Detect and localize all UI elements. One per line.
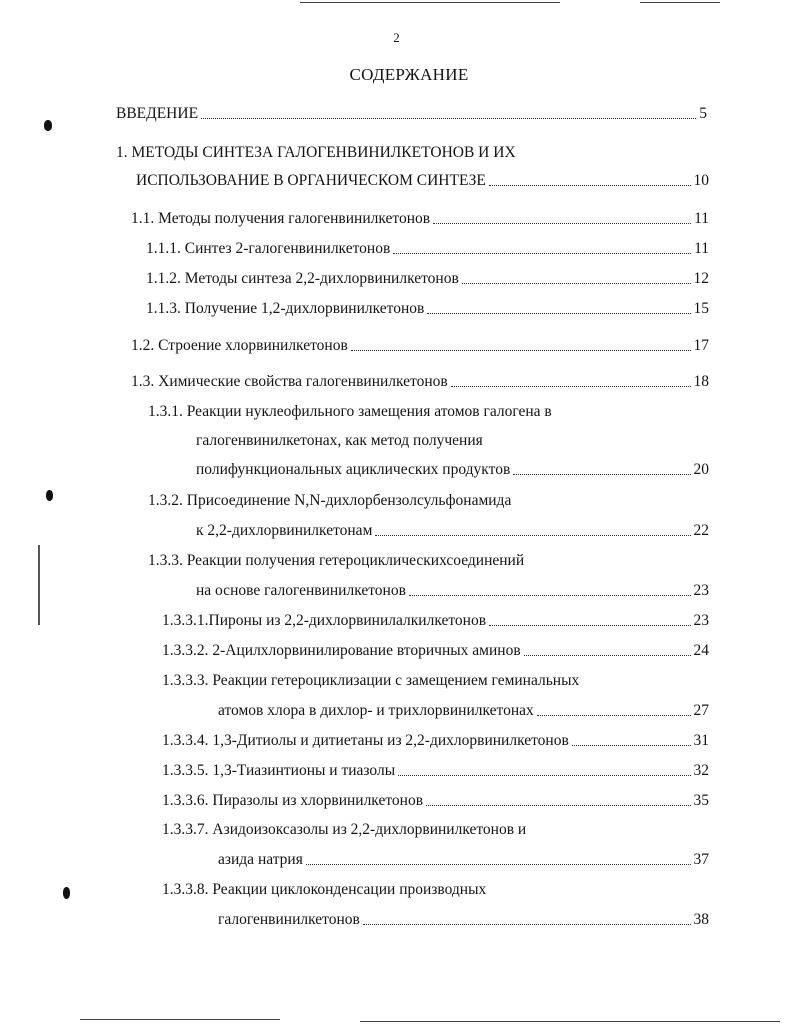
dot-leader — [433, 223, 691, 224]
dot-leader — [375, 535, 690, 536]
dot-leader — [537, 715, 691, 716]
toc-entry — [162, 731, 709, 751]
toc-entry — [196, 581, 709, 601]
dot-leader — [306, 864, 691, 865]
toc-entry-text-continued: на основе галогенвинилкетонов — [196, 582, 406, 599]
toc-page-number: 11 — [694, 240, 709, 257]
toc-entry-text: 1.3. Химические свойства галогенвинилкетонов — [131, 373, 448, 390]
binder-hole-mark — [63, 887, 70, 899]
toc-entry — [196, 460, 709, 480]
toc-entry — [146, 299, 709, 319]
dot-leader — [351, 350, 691, 351]
toc-entry-text-continued: галогенвинилкетонах, как метод получения — [196, 432, 483, 449]
toc-page-number: 12 — [693, 270, 709, 287]
toc-entry — [196, 521, 709, 541]
toc-entry-text: 1.3.3.7. Азидоизоксазолы из 2,2-дихлорвинилкетонов и — [162, 821, 527, 838]
toc-entry — [218, 701, 709, 721]
dot-leader — [398, 775, 690, 776]
dot-leader — [489, 185, 691, 186]
dot-leader — [363, 924, 691, 925]
toc-entry — [131, 209, 709, 229]
toc-page-number: 20 — [693, 461, 709, 478]
dot-leader — [393, 253, 691, 254]
binder-hole-mark — [44, 120, 52, 131]
dot-leader — [572, 745, 691, 746]
toc-page-number: 22 — [693, 522, 709, 539]
toc-entry-text: 1.3.3.2. 2-Ацилхлорвинилирование вторичных аминов — [162, 642, 521, 659]
toc-entry-text: 1.1. Методы получения галогенвинилкетонов — [131, 210, 431, 227]
toc-page-number: 23 — [693, 582, 709, 599]
toc-page-number: 24 — [693, 642, 709, 659]
toc-entry-text-continued: полифункциональных ациклических продуктов — [196, 461, 511, 478]
toc-page-number: 15 — [693, 300, 709, 317]
toc-entry-text: 1.1.2. Методы синтеза 2,2-дихлорвинилкетонов — [146, 270, 459, 287]
toc-page-number: 37 — [693, 851, 709, 868]
dot-leader — [489, 625, 690, 626]
toc-entry — [146, 239, 709, 259]
toc-entry-text: 1.1.1. Синтез 2-галогенвинилкетонов — [146, 240, 391, 257]
scan-edge-line — [38, 545, 40, 625]
dot-leader — [462, 283, 691, 284]
dot-leader — [524, 655, 691, 656]
dot-leader — [201, 118, 696, 119]
dot-leader — [426, 805, 690, 806]
toc-entry — [131, 336, 709, 356]
toc-page-number: 18 — [693, 373, 709, 390]
toc-page-number: 11 — [694, 210, 709, 227]
toc-entry — [136, 171, 709, 191]
toc-entry-text-continued: атомов хлора в дихлор- и трихлорвинилкетонах — [218, 702, 534, 719]
toc-page-number: 35 — [693, 792, 709, 809]
toc-entry-text-continued: к 2,2-дихлорвинилкетонам — [196, 522, 373, 539]
toc-entry-text: 1.3.3.1.Пироны из 2,2-дихлорвинилалкилкетонов — [162, 612, 487, 629]
toc-page-number: 23 — [693, 612, 709, 629]
scan-bottom-rule — [80, 1019, 280, 1020]
toc-page-number: 27 — [693, 702, 709, 719]
dot-leader — [451, 386, 691, 387]
page-title: СОДЕРЖАНИЕ — [349, 65, 469, 84]
toc-page-number: 38 — [693, 911, 709, 928]
toc-entry — [131, 372, 709, 392]
toc-entry-text: 1.3.1. Реакции нуклеофильного замещения атомов галогена в — [148, 403, 552, 420]
toc-entry-text: 1.3.2. Присоединение N,N-дихлорбензолсульфонамида — [148, 492, 512, 509]
toc-page-number: 5 — [699, 105, 707, 122]
toc-entry-text: 1.3.3.4. 1,3-Дитиолы и дитиетаны из 2,2-дихлорвинилкетонов — [162, 732, 569, 749]
toc-page-number: 32 — [693, 762, 709, 779]
toc-entry-text: ВВЕДЕНИЕ — [116, 105, 199, 122]
toc-entry — [218, 910, 709, 930]
toc-entry — [218, 850, 709, 870]
toc-entry — [116, 104, 707, 124]
toc-entry-text: 1.1.3. Получение 1,2-дихлорвинилкетонов — [146, 300, 425, 317]
toc-entry-text: 1. МЕТОДЫ СИНТЕЗА ГАЛОГЕНВИНИЛКЕТОНОВ И ИХ — [116, 144, 516, 161]
toc-entry-text: 1.3.3.5. 1,3-Тиазинтионы и тиазолы — [162, 762, 396, 779]
toc-entry — [162, 791, 709, 811]
page-number: 2 — [393, 30, 400, 45]
toc-entry-text-continued: азида натрия — [218, 851, 303, 868]
scan-top-rule — [300, 2, 560, 3]
toc-entry-text: 1.2. Строение хлорвинилкетонов — [131, 337, 348, 354]
dot-leader — [427, 313, 690, 314]
toc-entry-text-continued: ИСПОЛЬЗОВАНИЕ В ОРГАНИЧЕСКОМ СИНТЕЗЕ — [136, 172, 486, 189]
binder-hole-mark — [46, 490, 53, 501]
toc-entry-text: 1.3.3. Реакции получения гетероциклическихсоединений — [148, 552, 525, 569]
toc-entry — [162, 611, 709, 631]
toc-entry-text: 1.3.3.3. Реакции гетероциклизации с замещением геминальных — [162, 672, 580, 689]
dot-leader — [409, 595, 691, 596]
dot-leader — [513, 474, 690, 475]
toc-entry — [162, 641, 709, 661]
toc-entry-text-continued: галогенвинилкетонов — [218, 911, 360, 928]
toc-entry — [146, 269, 709, 289]
toc-page-number: 17 — [693, 337, 709, 354]
toc-page-number: 31 — [693, 732, 709, 749]
toc-entry-text: 1.3.3.8. Реакции циклоконденсации производных — [162, 881, 487, 898]
scan-bottom-rule-right — [360, 1021, 780, 1022]
toc-entry — [162, 761, 709, 781]
toc-entry-text: 1.3.3.6. Пиразолы из хлорвинилкетонов — [162, 792, 424, 809]
scan-top-rule-right — [640, 2, 720, 3]
toc-page-number: 10 — [693, 172, 709, 189]
